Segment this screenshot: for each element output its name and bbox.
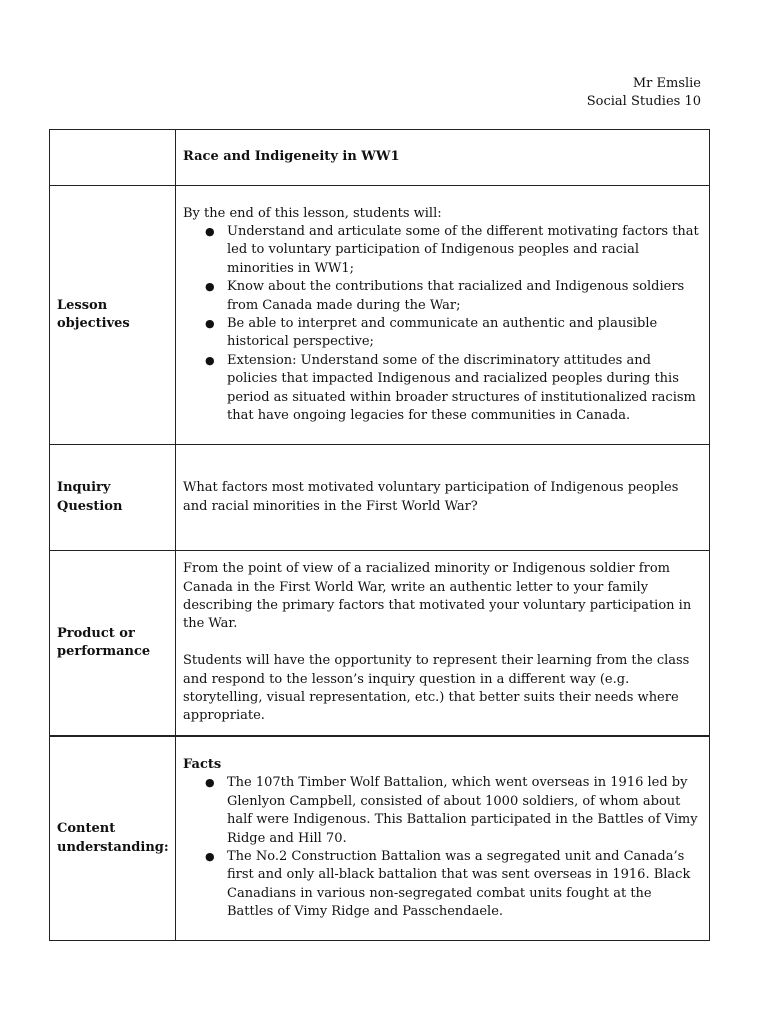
objective-item: ● Understand and articulate some of the different motivating factors that led to voluntary participation of Indigenous peoples and racial minorities in WW1; <box>227 223 702 278</box>
product-row <box>50 551 710 737</box>
content-label: Content understanding: <box>50 736 176 941</box>
title-label-cell <box>50 130 176 186</box>
teacher-name: Mr Emslie <box>632 76 701 91</box>
inquiry-question: What factors most motivated voluntary participation of Indigenous peoples and racial minorities in the First World War? <box>176 445 710 551</box>
product-label: Product or performance <box>50 551 176 737</box>
lesson-title: Race and Indigeneity in WW1 <box>176 130 710 186</box>
objective-item: ● Be able to interpret and communicate an authentic and plausible historical perspective; <box>227 315 702 352</box>
facts-list <box>183 774 702 921</box>
objectives-row <box>50 186 710 445</box>
course-name: Social Studies 10 <box>586 94 701 109</box>
fact-item: ● The No.2 Construction Battalion was a segregated unit and Canada’s first and only all-black battalion that was sent overseas in 1916. Black Canadians in various non-segregated combat units fought at the Battles of Vimy Ridge and Passchendaele. <box>227 848 702 922</box>
inquiry-label: Inquiry Question <box>50 445 176 551</box>
facts-heading: Facts <box>183 757 222 772</box>
lesson-plan-table <box>49 129 710 941</box>
fact-item: ● The 107th Timber Wolf Battalion, which went overseas in 1916 led by Glenlyon Campbell, consisted of about 1000 soldiers, of whom about half were Indigenous. This Battalion participated in the Battles of Vimy Ridge and Hill 70. <box>227 774 702 848</box>
objectives-label: Lesson objectives <box>50 186 176 445</box>
objectives-intro: By the end of this lesson, students will: <box>183 205 442 221</box>
objectives-list <box>183 223 702 425</box>
content-row <box>50 736 710 941</box>
inquiry-row <box>50 445 710 551</box>
paragraph-spacer <box>183 634 702 652</box>
objective-item: ● Extension: Understand some of the discriminatory attitudes and policies that impacted Indigenous and racialized peoples during this period as situated within broader structures of institutionalized racism that have ongoing legacies for these communities in Canada. <box>227 352 702 426</box>
product-cell <box>176 551 710 737</box>
objective-item: ● Know about the contributions that racialized and Indigenous soldiers from Canada made during the War; <box>227 278 702 315</box>
objectives-cell <box>176 186 710 445</box>
product-paragraph-1: From the point of view of a racialized minority or Indigenous soldier from Canada in the First World War, write an authentic letter to your family describing the primary factors that motivated your voluntary participation in the War. <box>183 561 692 632</box>
title-row <box>50 130 710 186</box>
content-cell <box>176 736 710 941</box>
product-paragraph-2: Students will have the opportunity to represent their learning from the class and respond to the lesson’s inquiry question in a different way (e.g. storytelling, visual representation, etc.) that better suits their needs where appropriate. <box>183 653 690 724</box>
document-header <box>587 75 701 111</box>
